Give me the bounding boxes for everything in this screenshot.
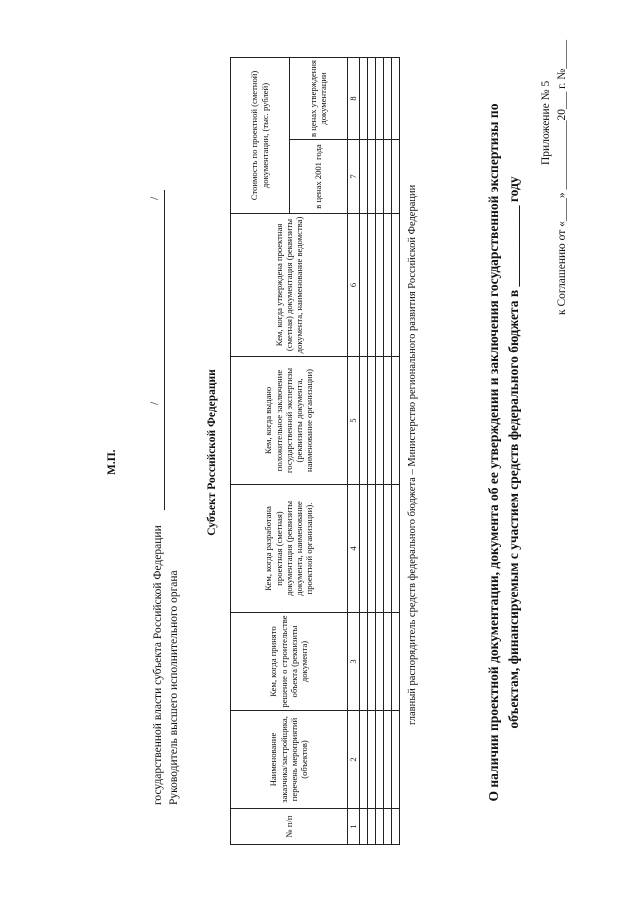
column-number: 5 <box>348 357 360 485</box>
column-number: 1 <box>348 809 360 845</box>
subheader-cell-2001-prices: в ценах 2001 года <box>289 140 348 214</box>
document-title-line2: объектам, финансируемым с участием средств федерального бюджета в ____________ году <box>506 176 521 729</box>
column-number: 3 <box>348 613 360 711</box>
header-cell-project-developer: Кем, когда разработана проектная (сметная) документация (реквизиты документа, наименование проектной организации). <box>231 485 348 613</box>
table-row <box>368 57 376 844</box>
column-number: 8 <box>348 57 360 139</box>
signature-line <box>152 190 165 510</box>
column-number: 2 <box>348 711 360 809</box>
header-cell-construction-decision: Кем, когда принято решение о строительстве объекта (реквизиты документа) <box>231 613 348 711</box>
table-number-row <box>348 57 360 844</box>
stamp-place-label: М.П. <box>106 449 118 475</box>
table-row <box>392 57 400 844</box>
signature-separator: / <box>149 196 161 200</box>
table-row <box>376 57 384 844</box>
header-cell-index: № п/п <box>231 809 348 845</box>
column-number: 6 <box>348 214 360 357</box>
table-header-row <box>231 57 290 844</box>
region-subject-label: Субъект Российской Федерации <box>206 369 218 536</box>
budget-distributor-line: главный распорядитель средств федерального бюджета – Министерство регионального развития Российской Федерации <box>407 184 418 725</box>
header-cell-cost: Стоимость по проектной (сметной) документации, (тыс. рублей) <box>231 57 290 213</box>
column-number: 7 <box>348 140 360 214</box>
column-number: 4 <box>348 485 360 613</box>
header-cell-expert-conclusion: Кем, когда выдано положительное заключение государственной экспертизы (реквизиты документа, наименование организации) <box>231 357 348 485</box>
annex-number: Приложение № 5 <box>540 80 552 165</box>
signatory-title-line1: Руководитель высшего исполнительного органа <box>168 570 180 805</box>
header-cell-customer: Наименование заказчика/застройщика, перечень мероприятий (объектов) <box>231 711 348 809</box>
header-cell-approval: Кем, когда утверждена проектная (сметная) документация (реквизиты документа, наименование ведомства) <box>231 214 348 357</box>
table-row <box>360 57 368 844</box>
signatory-title-line2: государственной власти субъекта Российской Федерации <box>152 525 164 805</box>
annex-agreement-ref: к Соглашению от «____» ____________20___ г. №_____ <box>556 40 568 315</box>
table-row <box>384 57 392 844</box>
documentation-table <box>230 57 400 845</box>
signature-separator: / <box>149 401 161 405</box>
subheader-cell-approval-prices: в ценах утверждения документации <box>289 57 348 139</box>
document-title-line1: О наличии проектной документации, документа об ее утверждении и заключения государственной экспертизы по <box>486 103 501 802</box>
